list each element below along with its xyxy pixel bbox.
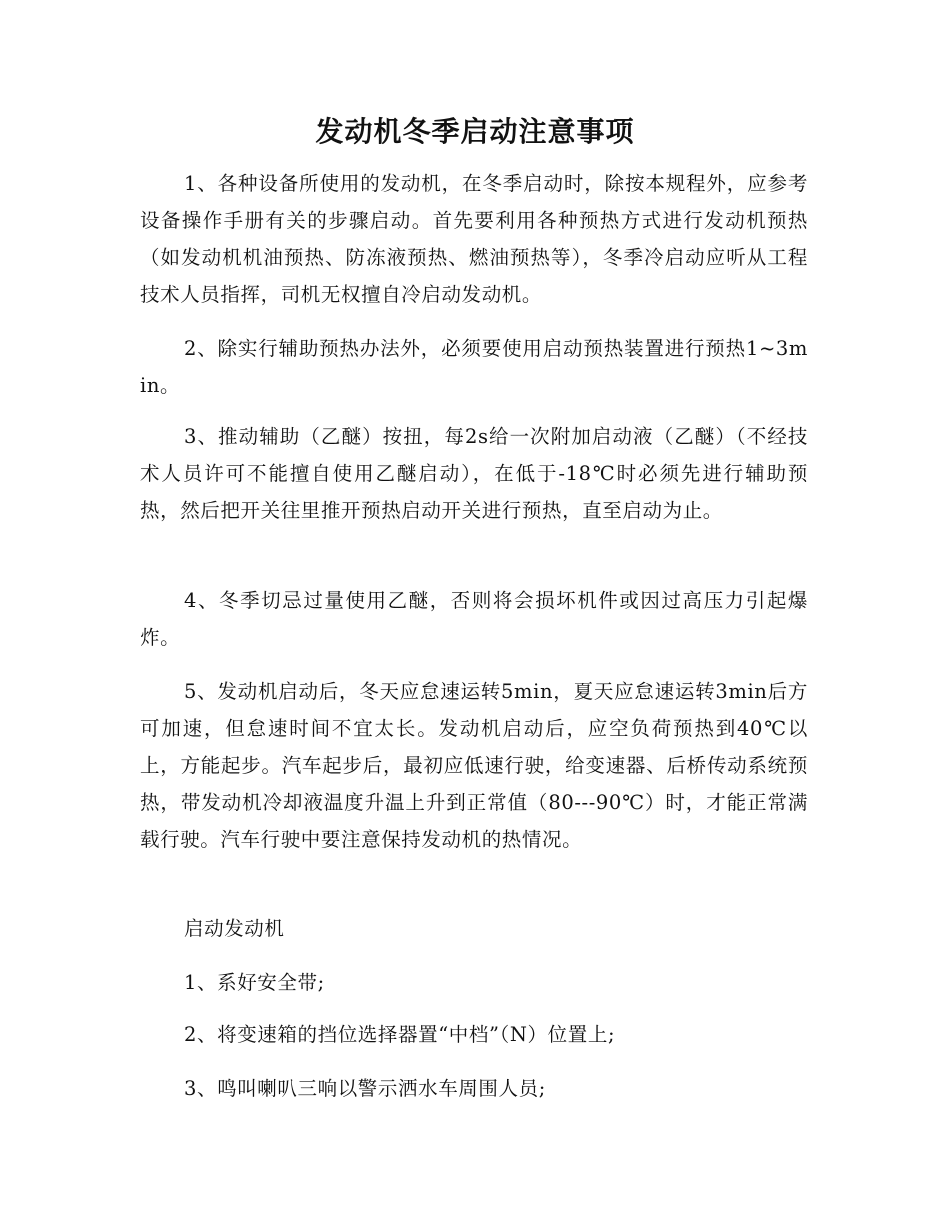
section-heading: 启动发动机 [184,917,285,940]
paragraph-1: 1、各种设备所使用的发动机，在冬季启动时，除按本规程外，应参考设备操作手册有关的步骤启动。首先要利用各种预热方式进行发动机预热（如发动机机油预热、防冻液预热、燃油预热等），冬季冷启动应听从工程技术人员指挥，司机无权擅自冷启动发动机。 [140,172,808,306]
step-3: 3、鸣叫喇叭三响以警示洒水车周围人员; [184,1077,546,1100]
paragraph-2: 2、除实行辅助预热办法外，必须要使用启动预热装置进行预热1~3min。 [140,337,808,397]
step-1: 1、系好安全带; [184,971,325,994]
paragraph-3: 3、推动辅助（乙醚）按扭，每2s给一次附加启动液（乙醚）（不经技术人员许可不能擅自使用乙醚启动），在低于-18℃时必须先进行辅助预热，然后把开关往里推开预热启动开关进行预热，直至启动为止。 [140,425,808,522]
document-title: 发动机冬季启动注意事项 [315,115,635,148]
step-2: 2、将变速箱的挡位选择器置“中档”（N）位置上; [184,1023,616,1046]
paragraph-5: 5、发动机启动后，冬天应怠速运转5min，夏天应怠速运转3min后方可加速，但怠速时间不宜太长。发动机启动后，应空负荷预热到40℃以上，方能起步。汽车起步后，最初应低速行驶，给变速器、后桥传动系统预热，带发动机冷却液温度升温上升到正常值（80---90℃）时，才能正常满载行驶。汽车行驶中要注意保持发动机的热情况。 [140,680,808,851]
paragraph-4: 4、冬季切忌过量使用乙醚，否则将会损坏机件或因过高压力引起爆炸。 [140,589,808,649]
